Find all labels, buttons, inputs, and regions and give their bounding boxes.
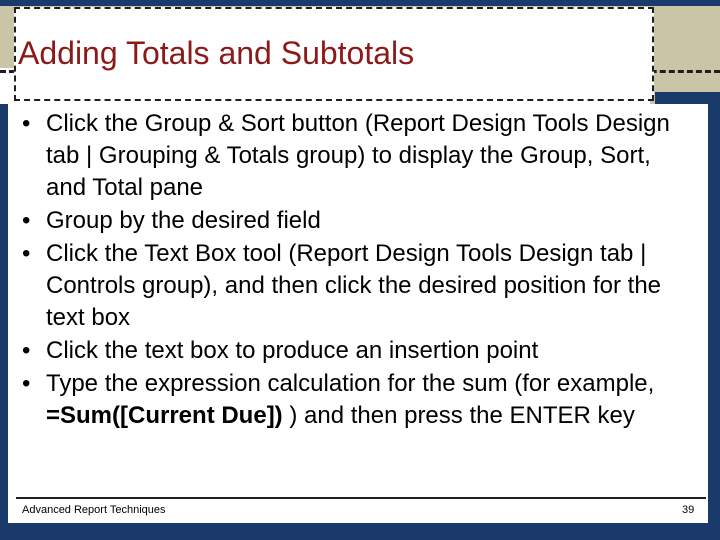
bullet-item [22,368,672,432]
bullet-dot: • [22,370,31,397]
bottom-navy-border [0,523,720,540]
bullet-dot: • [22,337,31,364]
bullet-dot: • [22,110,31,137]
header-tan-corner [650,6,720,104]
bullet-item [22,238,672,334]
footer-caption: Advanced Report Techniques [22,504,166,516]
bullet-text: Click the Text Box tool (Report Design Tools Design tab | Controls group), and then click the desired position for the text box [46,240,662,331]
page-number: 39 [682,504,695,516]
bullet-text-after: ) and then press the ENTER key [282,402,635,429]
bullet-dot: • [22,240,31,267]
bullet-text-before: Type the expression calculation for the sum (for example, [46,370,655,397]
bullet-text: Click the text box to produce an insertion point [46,337,539,364]
bullet-text: Group by the desired field [46,207,321,234]
footer-divider [16,497,706,499]
bullet-dot: • [22,207,31,234]
bullet-text: Click the Group & Sort button (Report Design Tools Design tab | Grouping & Totals group) to display the Group, Sort, and Total pane [46,110,670,201]
slide-title: Adding Totals and Subtotals [18,35,415,71]
left-navy-border [0,104,8,540]
bullet-item [22,108,672,204]
bullet-list [22,108,672,433]
bullet-item [22,335,672,367]
formula-text: =Sum([Current Due]) [46,402,283,429]
bullet-item [22,205,672,237]
